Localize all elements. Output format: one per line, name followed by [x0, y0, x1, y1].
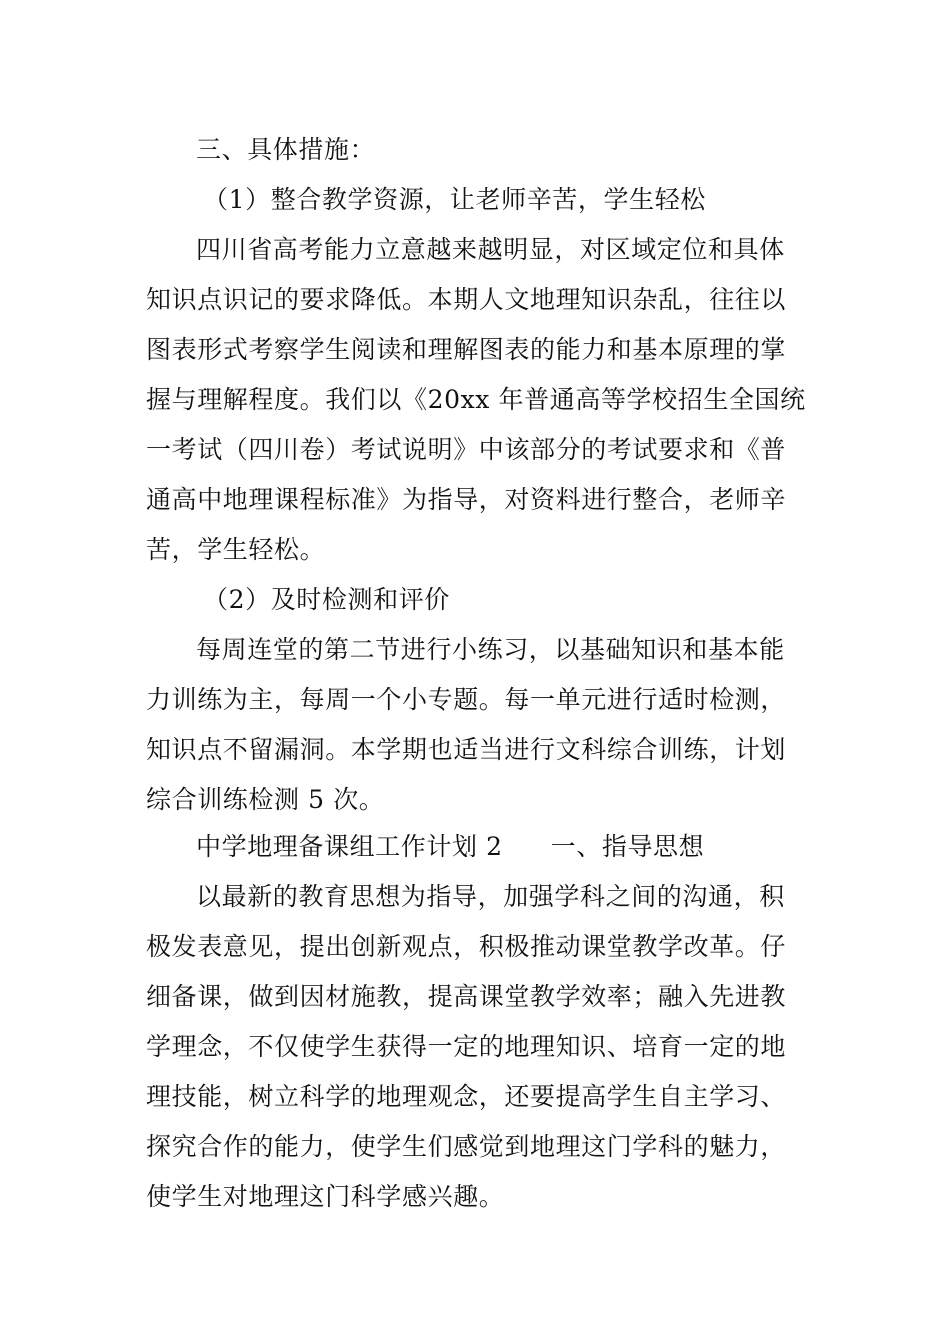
paragraph-1-line-1: 四川省高考能力立意越来越明显，对区域定位和具体 — [196, 235, 785, 264]
paragraph-1-line-7: 苦，学生轻松。 — [146, 535, 326, 564]
paragraph-3-line-3: 细备课，做到因材施教，提高课堂教学效率；融入先进教 — [146, 982, 787, 1011]
paragraph-2-line-3: 知识点不留漏洞。本学期也适当进行文科综合训练，计划 — [146, 735, 787, 764]
paragraph-3-line-2: 极发表意见，提出创新观点，积极推动课堂教学改革。仔 — [146, 932, 787, 961]
paragraph-3-line-7: 使学生对地理这门科学感兴趣。 — [146, 1182, 505, 1211]
paragraph-1-line-4: 握与理解程度。我们以《20xx 年普通高等学校招生全国统 — [146, 385, 806, 414]
paragraph-1-line-5: 一考试（四川卷）考试说明》中该部分的考试要求和《普 — [146, 435, 787, 464]
paragraph-3-line-4: 学理念，不仅使学生获得一定的地理知识、培育一定的地 — [146, 1032, 787, 1061]
subsection-title-2: （2）及时检测和评价 — [203, 585, 450, 614]
plan-section-title: 一、指导思想 — [550, 832, 705, 861]
paragraph-3-line-5: 理技能，树立科学的地理观念，还要提高学生自主学习、 — [146, 1082, 787, 1111]
subsection-title-1: （1）整合教学资源，让老师辛苦，学生轻松 — [203, 185, 706, 214]
paragraph-2-line-1: 每周连堂的第二节进行小练习，以基础知识和基本能 — [196, 635, 785, 664]
paragraph-1-line-2: 知识点识记的要求降低。本期人文地理知识杂乱，往往以 — [146, 285, 787, 314]
paragraph-1-line-3: 图表形式考察学生阅读和理解图表的能力和基本原理的掌 — [146, 335, 787, 364]
paragraph-2-line-4: 综合训练检测 5 次。 — [146, 785, 385, 814]
paragraph-3-line-1: 以最新的教育思想为指导，加强学科之间的沟通，积 — [196, 882, 785, 911]
section-heading: 三、具体措施： — [196, 135, 376, 164]
paragraph-3-line-6: 探究合作的能力，使学生们感觉到地理这门学科的魅力， — [146, 1132, 787, 1161]
plan-title: 中学地理备课组工作计划 2 — [196, 832, 503, 861]
paragraph-1-line-6: 通高中地理课程标准》为指导，对资料进行整合，老师辛 — [146, 485, 787, 514]
paragraph-2-line-2: 力训练为主，每周一个小专题。每一单元进行适时检测， — [146, 685, 787, 714]
plan-heading — [196, 832, 856, 862]
